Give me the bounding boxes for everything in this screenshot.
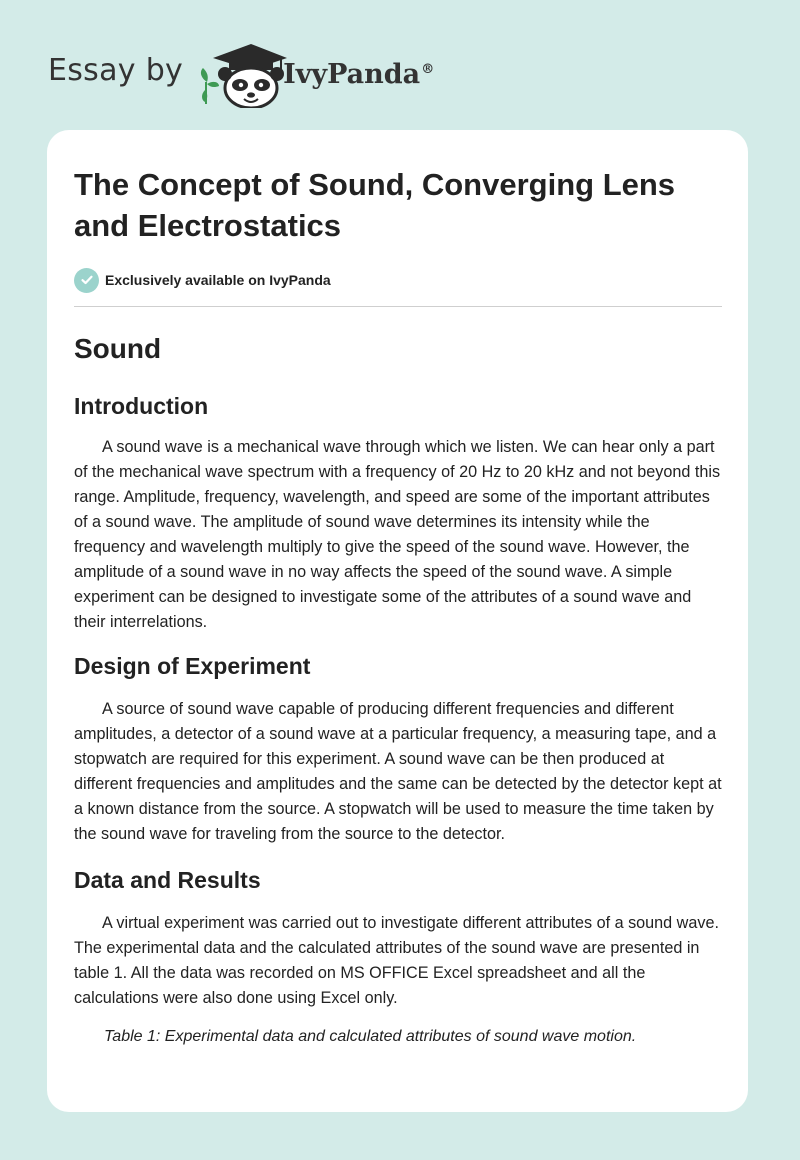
paragraph-data: A virtual experiment was carried out to investigate different attributes of a sound wave. The experimental data and the calculated attributes of the sound wave are presented in table 1. All the data was recorded on MS OFFICE Excel spreadsheet and all the calculations were also done using Excel only. [74, 914, 719, 1007]
heading-design-of-experiment: Design of Experiment [74, 653, 311, 679]
divider [74, 306, 722, 307]
page-title: The Concept of Sound, Converging Lens and Electrostatics [74, 167, 676, 243]
site-header [48, 38, 434, 108]
section-heading-sound: Sound [74, 333, 162, 364]
table-caption: Table 1: Experimental data and calculated attributes of sound wave motion. [104, 1028, 637, 1045]
paragraph-introduction: A sound wave is a mechanical wave through which we listen. We can hear only a part of the mechanical wave spectrum with a frequency of 20 Hz to 20 kHz and not beyond this range. Amplitude, frequency, wavelength, and speed are some of the important attributes of a sound wave. The amplitude of sound wave determines its intensity while the frequency and wavelength multiply to give the speed of the sound wave. However, the amplitude of a sound wave in no way affects the speed of the sound wave. A simple experiment can be designed to investigate some of the attributes of a sound wave and their interrelations. [74, 438, 721, 631]
exclusive-badge [74, 267, 722, 293]
exclusive-text: Exclusively available on IvyPanda [105, 272, 331, 288]
heading-introduction: Introduction [74, 393, 209, 419]
brand-name[interactable]: IvyPanda® [283, 58, 435, 90]
paragraph-design: A source of sound wave capable of producing different frequencies and different amplitudes, a detector of a sound wave at a particular frequency, a measuring tape, and a stopwatch are required for this experiment. A sound wave can be then produced at different frequencies and amplitudes and the same can be detected by the detector kept at a known distance from the source. A stopwatch will be used to measure the time taken by the sound wave for traveling from the source to the detector. [74, 700, 722, 843]
panda-logo-icon[interactable] [193, 38, 287, 108]
check-icon [74, 268, 99, 293]
essay-by-label: Essay by [48, 52, 184, 88]
essay-card [47, 130, 748, 1112]
heading-data-and-results: Data and Results [74, 867, 261, 893]
